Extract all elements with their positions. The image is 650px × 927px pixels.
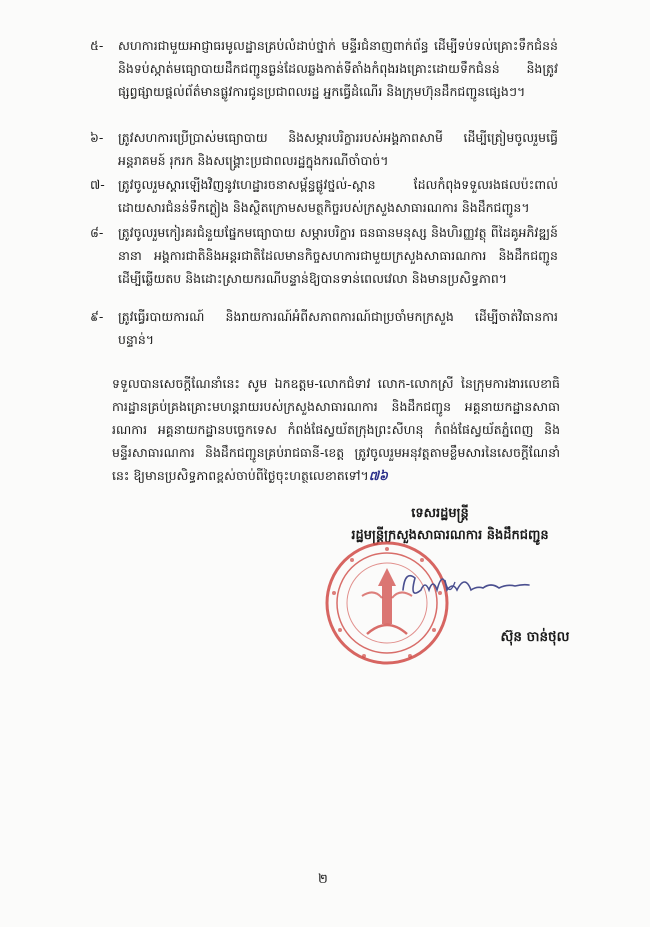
item-number: ៨- (90, 225, 104, 240)
list-item-8 (90, 221, 558, 290)
handwritten-annotation: ៧៦ (368, 468, 388, 483)
list-item-7 (90, 173, 558, 219)
page-number: ២ (318, 872, 328, 887)
signature-title-line1: ទេសរដ្ឋមន្ត្រី (411, 506, 469, 521)
signatory-name: ស៊ុន ចាន់ថុល (500, 629, 570, 645)
item-text: ត្រូវសហការប្រើប្រាស់មធ្យោបាយ និងសម្ភារបរិក្ខាររបស់អង្គភាពសាមី ដើម្បីត្រៀមចូលរួមធ្វើអន្តរាគមន៍ រុករក និងសង្គ្រោះប្រជាពលរដ្ឋក្នុងករណីចាំបាច់។ (118, 130, 558, 168)
item-text: ត្រូវធ្វើរបាយការណ៍ និងរាយការណ៍អំពីសភាពការណ៍ជាប្រចាំមកក្រសួង ដើម្បីចាត់វិធានការបន្ទាន់។ (118, 309, 558, 347)
closing-paragraph (112, 372, 560, 487)
item-text: សហការជាមួយអាជ្ញាធរមូលដ្ឋានគ្រប់លំដាប់ថ្នាក់ មន្ទីរជំនាញពាក់ព័ន្ធ ដើម្បីទប់ទល់គ្រោះទឹកជំនន់ និងទប់ស្កាត់មធ្យោបាយដឹកជញ្ជូនធ្ងន់ដែលឆ្លងកាត់ទីតាំងកំពុងរងគ្រោះដោយទឹកជំនន់ និងត្រូវផ្សព្វផ្សាយផ្ដល់ព័ត៌មានផ្លូវការជូនប្រជាពលរដ្ឋ អ្នកធ្វើដំណើរ និងក្រុមហ៊ុនដឹកជញ្ជូនផ្សេងៗ។ (118, 38, 558, 99)
signature-title-line2: រដ្ឋមន្ត្រីក្រសួងសាធារណការ និងដឹកជញ្ជូន (351, 528, 549, 543)
item-text: ត្រូវចូលរួមកៀរគរជំនួយផ្នែកមធ្យោបាយ សម្ភារបរិក្ខារ ធនធានមនុស្ស និងហិរញ្ញវត្ថុ ពីដៃគូអភិវឌ្ឍន៍នានា អង្គការជាតិនិងអន្តរជាតិដែលមានកិច្ចសហការជាមួយក្រសួងសាធារណការ និងដឹកជញ្ជូន ដើម្បីឆ្លើយតប និងដោះស្រាយករណីបន្ទាន់ឱ្យបានទាន់ពេលវេលា និងមានប្រសិទ្ធភាព។ (118, 225, 558, 286)
list-item-9 (90, 305, 558, 351)
item-number: ៧- (90, 177, 105, 192)
list-item-6 (90, 126, 558, 172)
item-number: ៥- (90, 38, 104, 53)
item-text: ត្រូវចូលរួមស្ដារឡើងវិញនូវហេដ្ឋារចនាសម្ព័ន្ធផ្លូវថ្នល់-ស្ពាន ដែលកំពុងទទួលរងផលប៉ះពាល់ដោយសារជំនន់ទឹកភ្លៀង និងស្ថិតក្រោមសមត្ថកិច្ចរបស់ក្រសួងសាធារណការ និងដឹកជញ្ជូន។ (118, 177, 558, 215)
item-number: ៩- (90, 309, 104, 324)
handwritten-signature-icon (395, 560, 535, 610)
list-item-5 (90, 34, 558, 103)
closing-text: ទទួលបានសេចក្ដីណែនាំនេះ សូម ឯកឧត្ដម-លោកជំទាវ លោក-លោកស្រី នៃក្រុមការងារលេខាធិការដ្ឋានគ្រប់គ្រងគ្រោះមហន្តរាយរបស់ក្រសួងសាធារណការ និងដឹកជញ្ជូន អគ្គនាយកដ្ឋានសាធារណការ អគ្គនាយកដ្ឋានបច្ចេកទេស កំពង់ផែស្វយ័តក្រុងព្រះសីហនុ កំពង់ផែស្វយ័តភ្នំពេញ និងមន្ទីរសាធារណការ និងដឹកជញ្ជូនគ្រប់រាជធានី-ខេត្ត ត្រូវចូលរួមអនុវត្តតាមខ្លឹមសារនៃសេចក្ដីណែនាំនេះ ឱ្យមានប្រសិទ្ធភាពខ្ពស់ចាប់ពីថ្ងៃចុះហត្ថលេខាតទៅ។ (112, 376, 560, 483)
item-number: ៦- (90, 130, 104, 145)
